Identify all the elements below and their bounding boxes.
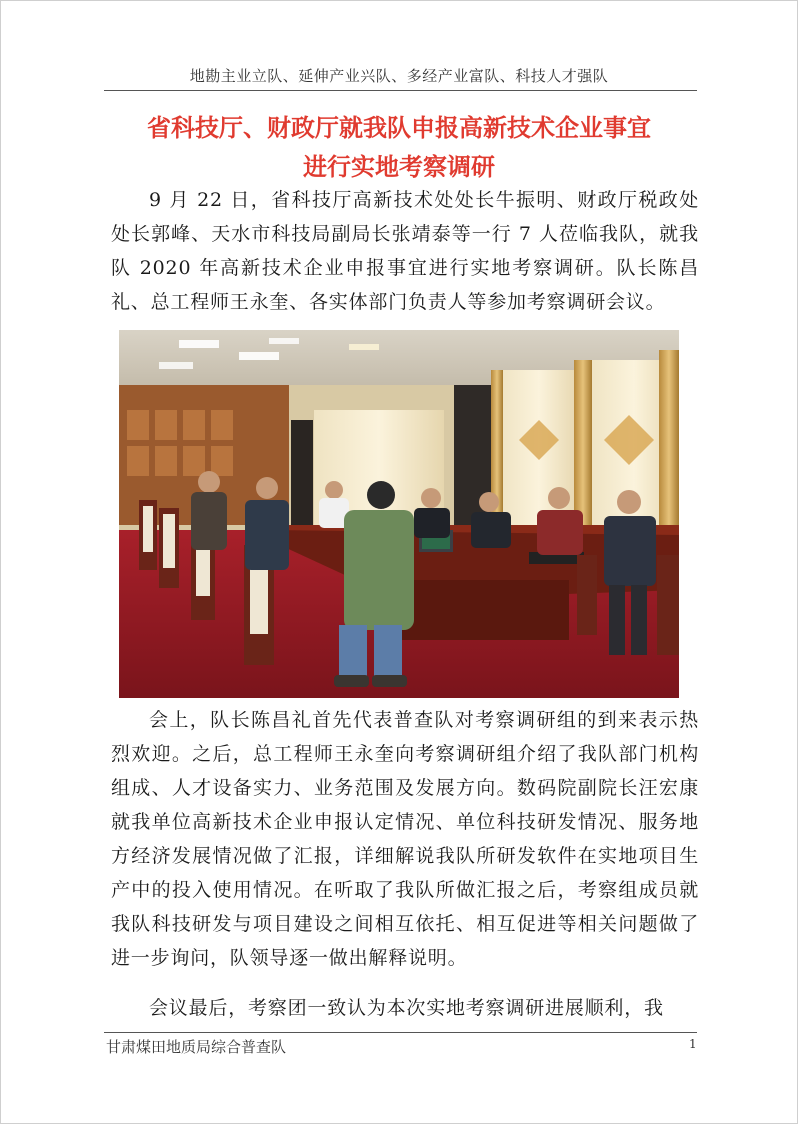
article-title-line2: 进行实地考察调研 [303, 153, 495, 181]
footer-organization: 甘肃煤田地质局综合普查队 [106, 1038, 287, 1056]
header-divider [104, 90, 697, 91]
header-slogan: 地勘主业立队、延伸产业兴队、多经产业富队、科技人才强队 [189, 67, 609, 85]
article-paragraph-2: 会上，队长陈昌礼首先代表普查队对考察调研组的到来表示热烈欢迎。之后，总工程师王永奎向考察调研组介绍了我队部门机构组成、人才设备实力、业务范围及发展方向。数码院副院长汪宏康就我单位高新技术企业申报认定情况、单位科技研发情况、服务地方经济发展情况做了汇报，详细解说我队所研发软件在实地项目生产中的投入使用情况。在听取了我队所做汇报之后，考察组成员就我队科技研发与项目建设之间相互依托、相互促进等相关问题做了进一步询问，队领导逐一做出解释说明。 [111, 709, 699, 969]
page-number: 1 [689, 1037, 697, 1051]
article-paragraph-3: 会议最后，考察团一致认为本次实地考察调研进展顺利，我 [149, 997, 664, 1019]
article-title-line1: 省科技厅、财政厅就我队申报高新技术企业事宜 [147, 114, 651, 142]
meeting-photo [119, 330, 679, 698]
footer-divider [104, 1032, 697, 1033]
article-paragraph-1: 9 月 22 日，省科技厅高新技术处处长牛振明、财政厅税政处处长郭峰、天水市科技局副局长张靖泰等一行 7 人莅临我队，就我队 2020 年高新技术企业申报事宜进行实地考察调研。队长陈昌礼、总工程师王永奎、各实体部门负责人等参加考察调研会议。 [111, 189, 699, 313]
